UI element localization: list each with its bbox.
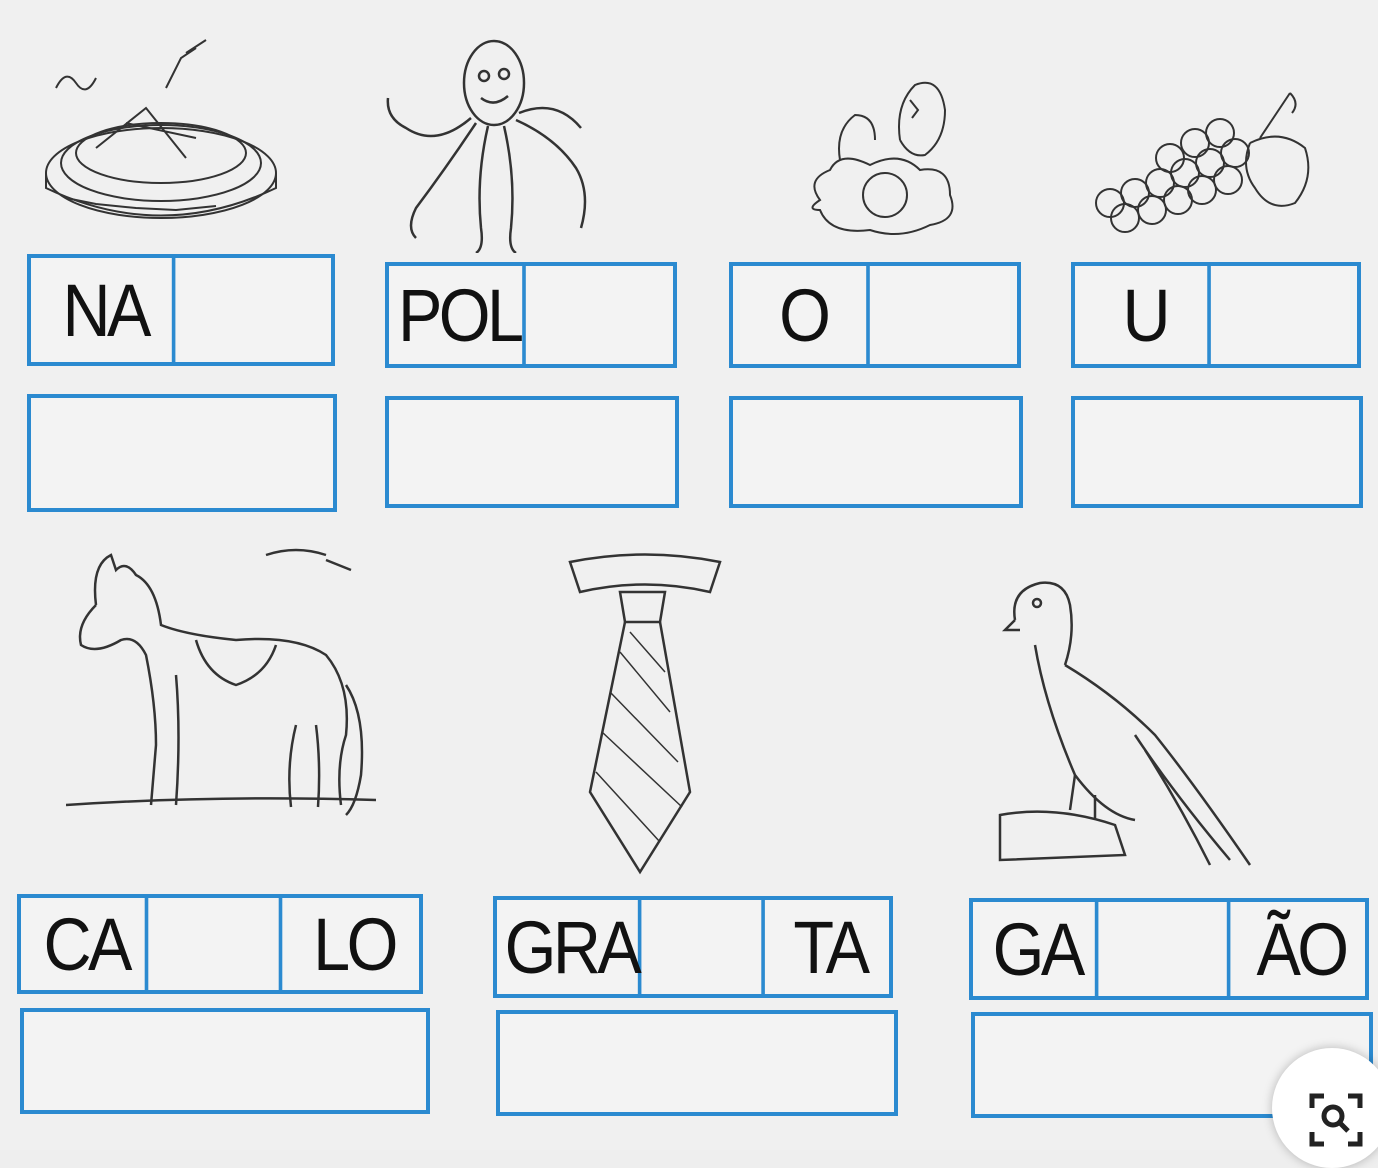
syllable-row-cake <box>27 254 335 366</box>
cake-image <box>36 28 286 228</box>
syllable-cell: ÃO <box>1256 907 1346 991</box>
syllable-cell: O <box>740 266 870 364</box>
syllable-row-hawk <box>969 898 1369 1000</box>
syllable-blank-cell[interactable] <box>655 900 765 994</box>
syllable-row-grapes <box>1071 262 1361 368</box>
answer-box-grapes[interactable] <box>1071 396 1363 508</box>
zoom-button[interactable] <box>1272 1048 1378 1168</box>
horse-image <box>66 545 376 835</box>
hawk-image <box>995 575 1260 870</box>
answer-box-cake[interactable] <box>27 394 337 512</box>
syllable-cell: GA <box>980 902 1099 996</box>
syllable-blank-cell[interactable] <box>1112 902 1231 996</box>
syllable-row-octopus <box>385 262 677 368</box>
syllable-cell: LO <box>313 902 395 986</box>
syllable-row-tie <box>493 896 893 998</box>
octopus-image <box>376 28 606 253</box>
magnifier-zoom-icon <box>1308 1092 1364 1148</box>
syllable-cell: TA <box>793 905 867 989</box>
answer-box-egg[interactable] <box>729 396 1023 508</box>
syllable-blank-cell[interactable] <box>162 898 283 990</box>
grapes-image <box>1080 88 1320 238</box>
answer-box-tie[interactable] <box>496 1010 898 1116</box>
syllable-blank-cell[interactable] <box>540 266 666 364</box>
syllable-blank-cell[interactable] <box>190 258 323 362</box>
answer-box-horse[interactable] <box>20 1008 430 1114</box>
syllable-cell: NA <box>39 258 176 362</box>
answer-box-octopus[interactable] <box>385 396 679 508</box>
syllable-blank-cell[interactable] <box>1225 266 1350 364</box>
syllable-cell: GRA <box>505 900 642 994</box>
syllable-blank-cell[interactable] <box>884 266 1010 364</box>
syllable-cell: U <box>1082 266 1211 364</box>
syllable-cell: CA <box>28 898 149 990</box>
tie-image <box>560 552 730 882</box>
syllable-cell: POL <box>396 266 526 364</box>
egg-image <box>800 70 960 240</box>
syllable-row-horse <box>17 894 423 994</box>
syllable-row-egg <box>729 262 1021 368</box>
